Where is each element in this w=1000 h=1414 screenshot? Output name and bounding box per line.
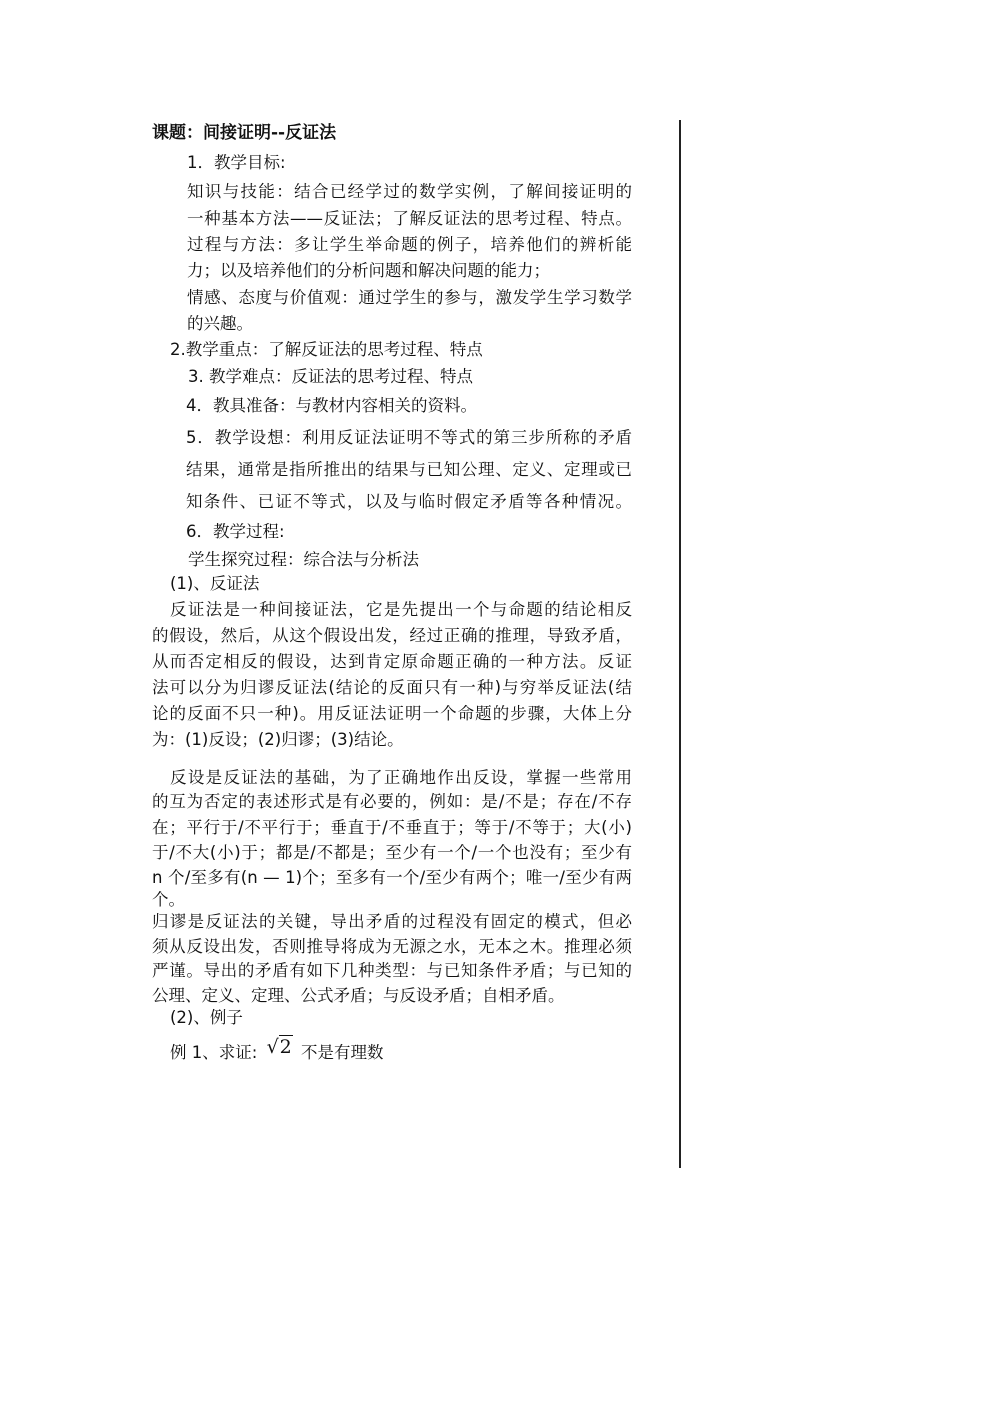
- paragraph-line: 学生探究过程：综合法与分析法: [188, 550, 419, 569]
- section-heading: 4．教具准备：与教材内容相关的资料。: [186, 396, 477, 415]
- paragraph-line: 于/不大(小)于；都是/不都是；至少有一个/一个也没有；至少有: [152, 843, 632, 862]
- paragraph-line: 力；以及培养他们的分析问题和解决问题的能力；: [187, 261, 550, 280]
- sqrt-expression: [267, 1036, 293, 1058]
- document-title: 课题：间接证明--反证法: [152, 123, 337, 143]
- section-heading: 6．教学过程:: [186, 522, 285, 541]
- paragraph-line: n 个/至多有(n — 1)个；至多有一个/至少有两个；唯一/至少有两: [152, 868, 632, 887]
- paragraph-line: 知条件、已证不等式，以及与临时假定矛盾等各种情况。: [186, 492, 632, 511]
- paragraph-line: 归谬是反证法的关键，导出矛盾的过程没有固定的模式，但必: [152, 912, 632, 931]
- paragraph-line: 反证法是一种间接证法，它是先提出一个与命题的结论相反: [170, 600, 632, 619]
- paragraph-line: 结果，通常是指所推出的结果与已知公理、定义、定理或已: [186, 460, 632, 479]
- margin-divider-line: [679, 120, 681, 1168]
- paragraph-line: 过程与方法：多让学生举命题的例子，培养他们的辨析能: [187, 235, 632, 254]
- radical-sign: √: [266, 1036, 279, 1058]
- section-heading: 2.教学重点：了解反证法的思考过程、特点: [170, 340, 483, 359]
- paragraph-line: 为：(1)反设；(2)归谬；(3)结论。: [152, 730, 404, 749]
- paragraph-line: 论的反面不只一种)。用反证法证明一个命题的步骤，大体上分: [152, 704, 632, 723]
- section-heading: 3. 教学难点：反证法的思考过程、特点: [188, 367, 473, 386]
- paragraph-line: 公理、定义、定理、公式矛盾；与反设矛盾；自相矛盾。: [152, 986, 565, 1005]
- section-heading: 1．教学目标:: [187, 153, 286, 172]
- section-heading: 5．教学设想：利用反证法证明不等式的第三步所称的矛盾: [186, 428, 632, 447]
- paragraph-line: 一种基本方法——反证法；了解反证法的思考过程、特点。: [187, 209, 632, 228]
- paragraph-line: 知识与技能：结合已经学过的数学实例，了解间接证明的: [187, 182, 632, 201]
- paragraph-line: 法可以分为归谬反证法(结论的反面只有一种)与穷举反证法(结: [152, 678, 632, 697]
- paragraph-line: 情感、态度与价值观：通过学生的参与，激发学生学习数学: [187, 288, 632, 307]
- paragraph-line: 严谨。导出的矛盾有如下几种类型：与已知条件矛盾；与已知的: [152, 961, 632, 980]
- paragraph-line: 的互为否定的表述形式是有必要的，例如：是/不是；存在/不存: [152, 792, 632, 811]
- subsection-heading: (1)、反证法: [170, 574, 260, 593]
- paragraph-line: 个。: [152, 890, 185, 909]
- paragraph-line: 反设是反证法的基础，为了正确地作出反设，掌握一些常用: [170, 768, 632, 787]
- example-prefix: 例 1、求证:: [170, 1043, 258, 1062]
- example-statement: [170, 1036, 384, 1063]
- paragraph-line: 的兴趣。: [187, 314, 253, 333]
- paragraph-line: 须从反设出发，否则推导将成为无源之水，无本之木。推理必须: [152, 937, 632, 956]
- paragraph-line: 从而否定相反的假设，达到肯定原命题正确的一种方法。反证: [152, 652, 632, 671]
- subsection-heading: (2)、例子: [170, 1008, 243, 1027]
- example-suffix: 不是有理数: [301, 1043, 384, 1062]
- radicand: 2: [279, 1036, 292, 1058]
- paragraph-line: 的假设，然后，从这个假设出发，经过正确的推理，导致矛盾，: [152, 626, 632, 645]
- paragraph-line: 在；平行于/不平行于；垂直于/不垂直于；等于/不等于；大(小): [152, 818, 632, 837]
